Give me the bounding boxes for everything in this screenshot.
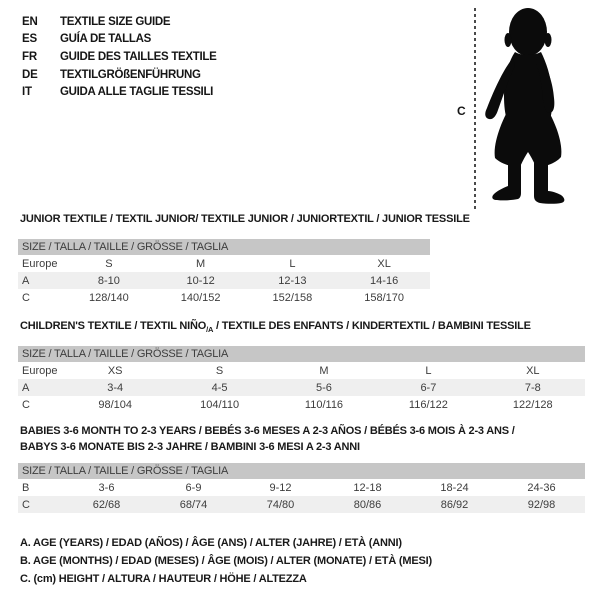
children-table-title — [20, 320, 531, 334]
table-cell: 116/122 — [408, 398, 448, 411]
table-cell: 104/110 — [200, 398, 240, 411]
table-cell: 6-7 — [420, 381, 437, 394]
table-cell: 152/158 — [272, 291, 313, 304]
table-row — [18, 255, 430, 272]
table-cell: 6-9 — [185, 481, 202, 494]
table-cell: M — [319, 364, 329, 377]
language-title: TEXTILGRÖßENFÜHRUNG — [60, 68, 201, 81]
footnotes — [20, 534, 432, 588]
junior-table-title: JUNIOR TEXTILE / TEXTIL JUNIOR/ TEXTILE JUNIOR / JUNIORTEXTIL / JUNIOR TESSILE — [20, 213, 470, 225]
children-size-table — [18, 346, 585, 413]
height-measure-label: C — [457, 104, 466, 118]
table-header-band: SIZE / TALLA / TAILLE / GRÖSSE / TAGLIA — [18, 346, 585, 362]
table-cell: S — [215, 364, 224, 377]
language-title: GUIDA ALLE TAGLIE TESSILI — [60, 86, 214, 99]
row-label: A — [22, 381, 30, 394]
table-cell: 122/128 — [512, 398, 553, 411]
language-code: FR — [22, 50, 37, 63]
table-cell: 9-12 — [269, 481, 292, 494]
table-row — [18, 362, 585, 379]
language-title: GUÍA DE TALLAS — [60, 33, 151, 46]
table-cell: 62/68 — [92, 498, 121, 511]
list-item — [22, 31, 217, 49]
table-row — [18, 479, 585, 496]
table-cell: 7-8 — [524, 381, 541, 394]
table-cell: 80/86 — [353, 498, 382, 511]
footnote-a: A. AGE (YEARS) / EDAD (AÑOS) / ÂGE (ANS) / ALTER (JAHRE) / ETÀ (ANNI) — [20, 537, 402, 549]
babies-size-table — [18, 463, 585, 513]
title-line: BABIES 3-6 MONTH TO 2-3 YEARS / BEBÉS 3-6 MESES A 2-3 AÑOS / BÉBÉS 3-6 MOIS À 2-3 ANS / — [20, 425, 515, 437]
table-cell: S — [105, 257, 113, 270]
language-title: GUIDE DES TAILLES TEXTILE — [60, 50, 217, 63]
language-list — [22, 13, 217, 101]
table-cell: 86/92 — [440, 498, 469, 511]
row-label: C — [22, 398, 30, 411]
list-item — [22, 48, 217, 66]
row-label: Europe — [22, 257, 58, 270]
title-line: BABYS 3-6 MONATE BIS 2-3 JAHRE / BAMBINI 3-6 MESI A 2-3 ANNI — [20, 441, 360, 453]
table-row — [18, 379, 585, 396]
table-cell: 12-18 — [353, 481, 382, 494]
language-code: IT — [22, 86, 32, 99]
table-cell: 5-6 — [316, 381, 332, 394]
title-text: / TEXTILE DES ENFANTS / KINDERTEXTIL / BAMBINI TESSILE — [213, 320, 531, 332]
language-code: ES — [22, 33, 37, 46]
table-cell: 68/74 — [179, 498, 208, 511]
table-cell: 92/98 — [527, 498, 556, 511]
table-cell: 98/104 — [98, 398, 133, 411]
table-cell: 24-36 — [527, 481, 556, 494]
table-row — [18, 496, 585, 513]
table-cell: XL — [526, 364, 540, 377]
language-code: DE — [22, 68, 38, 81]
table-cell: XS — [107, 364, 123, 377]
table-cell: 14-16 — [370, 274, 399, 287]
footnote-c: C. (cm) HEIGHT / ALTURA / HAUTEUR / HÖHE / ALTEZZA — [20, 573, 307, 585]
title-text: CHILDREN'S TEXTILE / TEXTIL NIÑO — [20, 320, 207, 332]
junior-size-table — [18, 239, 430, 306]
table-header-band: SIZE / TALLA / TAILLE / GRÖSSE / TAGLIA — [18, 463, 585, 479]
baby-silhouette-icon — [482, 6, 572, 208]
table-cell: 3-4 — [107, 381, 124, 394]
table-cell: 3-6 — [98, 481, 115, 494]
table-cell: 18-24 — [440, 481, 469, 494]
table-cell: L — [425, 364, 432, 377]
table-cell: 4-5 — [211, 381, 228, 394]
table-row — [18, 396, 585, 413]
table-cell: L — [289, 257, 296, 270]
table-cell: 128/140 — [88, 291, 129, 304]
table-cell: 140/152 — [180, 291, 221, 304]
babies-table-title — [20, 423, 515, 455]
table-cell: 10-12 — [186, 274, 215, 287]
table-cell: 158/170 — [364, 291, 404, 304]
height-measure-dotted-line — [474, 8, 476, 212]
row-label: B — [22, 481, 30, 494]
list-item — [22, 83, 217, 101]
list-item — [22, 66, 217, 84]
row-label: C — [22, 498, 30, 511]
language-code: EN — [22, 15, 38, 28]
table-cell: 8-10 — [97, 274, 120, 287]
table-cell: 74/80 — [266, 498, 295, 511]
title-subscript: /A — [206, 325, 214, 335]
table-cell: M — [196, 257, 206, 270]
list-item — [22, 13, 217, 31]
row-label: A — [22, 274, 30, 287]
table-cell: 12-13 — [278, 274, 307, 287]
footnote-b: B. AGE (MONTHS) / EDAD (MESES) / ÂGE (MOIS) / ALTER (MONATE) / ETÀ (MESI) — [20, 555, 432, 567]
row-label: Europe — [22, 364, 58, 377]
table-cell: 110/116 — [304, 398, 344, 411]
language-title: TEXTILE SIZE GUIDE — [60, 15, 171, 28]
table-row — [18, 272, 430, 289]
row-label: C — [22, 291, 30, 304]
table-row — [18, 289, 430, 306]
table-cell: XL — [377, 257, 391, 270]
table-header-band: SIZE / TALLA / TAILLE / GRÖSSE / TAGLIA — [18, 239, 430, 255]
